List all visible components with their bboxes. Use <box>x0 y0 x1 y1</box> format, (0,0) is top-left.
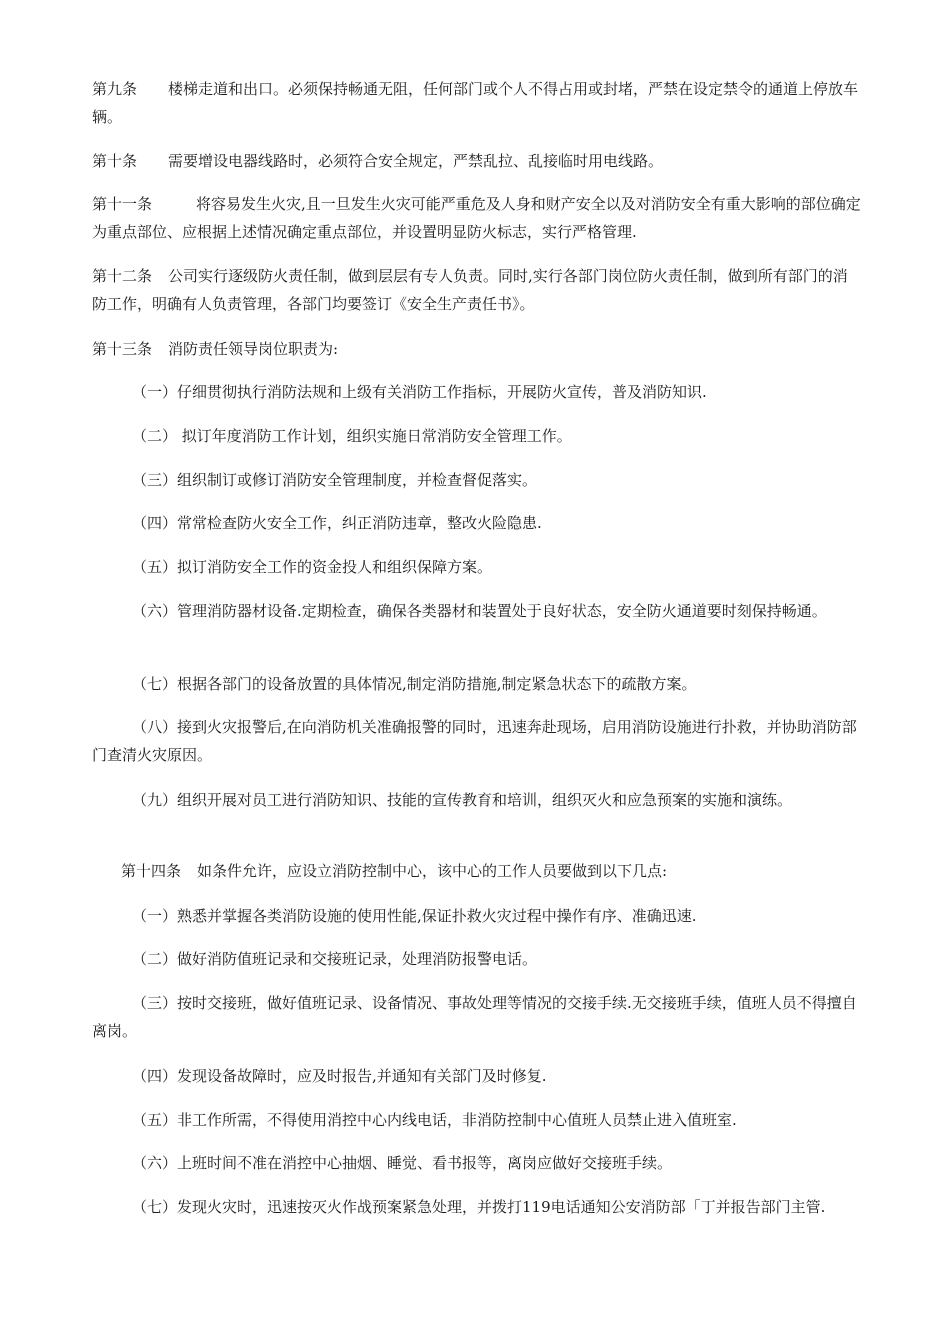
article-number: 第十二条 <box>92 267 153 285</box>
article-text: 需要增设电器线路时，必须符合安全规定，严禁乱拉、乱接临时用电线路。 <box>168 152 664 170</box>
list-item: （六）上班时间不准在消控中心抽烟、睡觉、看书报等，离岗应做好交接班手续。 <box>132 1154 673 1172</box>
list-item: （七）发现火灾时，迅速按灭火作战预案紧急处理，并拨打119电话通知公安消防部「丁并报告部门主管. <box>132 1198 826 1216</box>
list-item: （七）根据各部门的设备放置的具体情况,制定消防措施,制定紧急状态下的疏散方案。 <box>132 675 697 693</box>
list-item: （二） 拟订年度消防工作计划，组织实施日常消防安全管理工作。 <box>132 427 572 445</box>
article-number: 第九条 <box>92 80 138 98</box>
article-14 <box>121 857 862 885</box>
article-10 <box>92 147 862 175</box>
list-item: （一）熟悉并掌握各类消防设施的使用性能,保证扑救火灾过程中操作有序、准确迅速. <box>132 907 697 925</box>
article-9 <box>92 75 862 131</box>
list-item: （五）拟订消防安全工作的资金投人和组织保障方案。 <box>132 558 493 576</box>
article-number: 第十一条 <box>92 195 153 213</box>
article-11 <box>92 190 862 246</box>
list-item: （三）组织制订或修订消防安全管理制度，并检查督促落实。 <box>132 471 538 489</box>
list-item: （五）非工作所需，不得使用消控中心内线电话，非消防控制中心值班人员禁止进入值班室. <box>132 1111 737 1129</box>
list-item: （二）做好消防值班记录和交接班记录，处理消防报警电话。 <box>132 950 538 968</box>
list-item: （八）接到火灾报警后,在向消防机关准确报警的同时，迅速奔赴现场，启用消防设施进行扑救，并协助消防部门查清火灾原因。 <box>92 718 857 764</box>
list-item: （六）管理消防器材设备.定期检查，确保各类器材和装置处于良好状态，安全防火通道要时刻保持畅通。 <box>132 602 827 620</box>
list-item: （四）发现设备故障时，应及时报告,并通知有关部门及时修复. <box>132 1067 547 1085</box>
article-text: 楼梯走道和出口。必须保持畅通无阻，任何部门或个人不得占用或封堵，严禁在设定禁令的通道上停放车辆。 <box>92 80 859 126</box>
article-number: 第十三条 <box>92 340 153 358</box>
article-number: 第十条 <box>92 152 138 170</box>
article-text: 将容易发生火灾,且一旦发生火灾可能严重危及人身和财产安全以及对消防安全有重大影响的部位确定为重点部位、应根据上述情况确定重点部位，并设置明显防火标志，实行严格管理. <box>92 195 861 241</box>
article-text: 如条件允许，应设立消防控制中心，该中心的工作人员要做到以下几点: <box>197 862 668 880</box>
list-item: （三）按时交接班，做好值班记录、设备情况、事故处理等情况的交接手续.无交接班手续，值班人员不得擅自离岗。 <box>92 994 857 1040</box>
list-item: （一）仔细贯彻执行消防法规和上级有关消防工作指标，开展防火宣传，普及消防知识. <box>132 383 707 401</box>
article-number: 第十四条 <box>121 862 182 880</box>
article-13 <box>92 335 862 363</box>
list-item: （四）常常检查防火安全工作，纠正消防违章，整改火险隐患. <box>132 514 542 532</box>
article-12 <box>92 262 862 318</box>
article-text: 消防责任领导岗位职责为: <box>168 340 339 358</box>
article-text: 公司实行逐级防火责任制，做到层层有专人负责。同时,实行各部门岗位防火责任制，做到所有部门的消防工作，明确有人负责管理，各部门均要签订《安全生产责任书》。 <box>92 267 848 313</box>
list-item: （九）组织开展对员工进行消防知识、技能的宣传教育和培训，组织灭火和应急预案的实施和演练。 <box>132 791 793 809</box>
